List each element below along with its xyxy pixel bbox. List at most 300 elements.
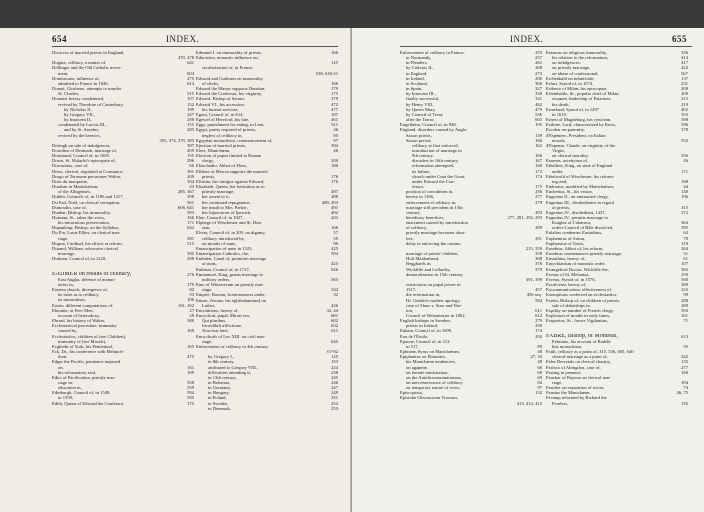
index-entry-text: her assent to it, <box>202 194 230 200</box>
index-entry-pages: 74 <box>683 385 688 391</box>
index-entry-text: East Anglia, defence of monas- <box>58 276 116 282</box>
index-entry-pages: 171 <box>187 220 194 226</box>
index-entry-pages: 354 <box>187 178 194 184</box>
index-entry-pages: 283 <box>187 127 194 133</box>
index-entry-pages: 567 <box>681 70 688 76</box>
index-entry-pages: 604 <box>187 70 194 76</box>
index-entry-pages: 162 <box>535 142 542 148</box>
index-entry-text: celibacy at first enforced, <box>412 142 459 148</box>
index-entry-text: priests, <box>202 173 216 179</box>
index-entry-text: ing zeal, <box>552 178 568 184</box>
index-entry-text: Ephraem Syrus on Manichæism, <box>400 349 460 355</box>
index-entry-pages: 489, 493 <box>321 199 338 205</box>
index-entry-text: Excommunication, effectiveness of, <box>546 287 612 293</box>
index-entry-pages: 593 <box>681 307 688 313</box>
index-entry-text: Elfritha, her intrigue against Edward, <box>196 178 265 184</box>
index-entry-pages: 594 <box>331 251 338 257</box>
index-entry-text: Dublin, Councils of, in 1186 and 1217, <box>52 194 124 200</box>
index-entry-pages: 355, 374, 379, 383 <box>159 137 194 143</box>
index-entry-text: his relation to the reformation, <box>552 55 609 61</box>
index-entry-pages: 28 <box>189 312 194 318</box>
index-entry-pages: 36 <box>333 127 338 133</box>
index-entry-pages: 315 <box>681 204 688 210</box>
index-entry-text: priests in Ireland, <box>406 323 439 329</box>
index-entry-pages: 179 <box>331 86 338 92</box>
index-entry-text: position of concubines in, <box>406 189 454 195</box>
right-page-number: 655 <box>672 34 687 44</box>
index-entry-pages: 253 <box>331 405 338 411</box>
index-entry-text: Fecamp reformed by Richard the <box>546 395 607 401</box>
index-entry-text: Emancipation of nuns in 1523, <box>196 245 253 251</box>
index-entry-text: Knights of Calatrava, <box>552 220 592 226</box>
index-entry-pages: 395 <box>681 225 688 231</box>
index-entry-pages: 89 <box>537 343 542 349</box>
index-entry-pages: 251 <box>331 395 338 401</box>
index-entry-pages: 288 <box>681 297 688 303</box>
index-entry-pages: 552 <box>681 137 688 143</box>
index-entry-text: Donati, Girolamo, attempts to murder <box>52 86 122 92</box>
index-entry-pages: 611 <box>331 328 338 334</box>
index-entry-text: on, <box>58 364 64 370</box>
index-entry-text: heresy in 1166, <box>406 194 435 200</box>
index-entry-text: Encyclical, papal, Mirari vos, <box>196 312 251 318</box>
index-entry-pages: 252 <box>331 400 338 406</box>
index-entry-text: Eleuchadio, Abbot of Fleur, <box>196 163 247 169</box>
index-entry-text: clerical marriage as a point of, <box>552 354 608 360</box>
index-entry-pages: 273 <box>535 70 542 76</box>
index-entry-pages: 43 <box>189 184 194 190</box>
index-entry-pages: 394 <box>331 142 338 148</box>
index-entry-text: in Spain, <box>406 86 423 92</box>
index-entry-pages: 422 <box>681 65 688 71</box>
index-entry-text: in 13th century, <box>208 374 237 380</box>
index-entry-pages: 612 <box>535 312 542 318</box>
index-entry-pages: 233 <box>681 287 688 293</box>
index-entry-text: delay in enforcing the canons, <box>406 240 462 246</box>
index-entry-text: Dorothea of Denmark, marriage of, <box>52 147 118 153</box>
index-entry-pages: 398 <box>681 117 688 123</box>
index-entry-text: Edgar the Pacific, penitence imposed <box>52 359 121 365</box>
index-entry-pages: 176 <box>331 173 338 179</box>
index-entry-text: Ebionite, or Peer Men, <box>52 307 94 313</box>
index-entry-pages: 472 <box>331 101 338 107</box>
index-entry-pages: 209 <box>187 173 194 179</box>
index-entry-text: marriage still prevalent in 13th <box>406 204 463 210</box>
index-entry-pages: 275 <box>187 75 194 81</box>
index-entry-text: Election of popes limited to Roman <box>196 153 262 159</box>
index-entry-pages: 277, 281, 292, 293 <box>507 215 542 220</box>
index-entry-pages: 596 <box>681 122 688 128</box>
index-entry-text: Duprat, Cardinal, his efforts at reform, <box>52 240 123 246</box>
index-entry-pages: 161 <box>187 364 194 370</box>
index-entry-text: morals, <box>552 137 566 143</box>
index-entry-text: hist monachism, <box>552 343 583 349</box>
index-entry-pages: 492 <box>331 209 338 215</box>
index-entry-pages: 511 <box>331 122 338 128</box>
index-entry-pages: 165 <box>187 343 194 349</box>
index-entry-pages: 584 <box>535 297 542 303</box>
index-entry-text: his death, <box>552 101 570 107</box>
index-entry-text: Elfhere of Mercia supports the married <box>196 168 268 174</box>
index-entry-pages: 641 <box>187 60 194 66</box>
index-entry-text: stan, <box>202 225 211 231</box>
index-entry-pages: 161, 162 <box>177 302 194 308</box>
index-entry-pages: 166 <box>187 215 194 220</box>
index-entry-text: Dracontius, case of, <box>52 163 89 169</box>
index-entry-pages: 135 <box>681 359 688 365</box>
index-entry-pages: 107 <box>681 261 688 267</box>
index-entry-text: her continued repugnance, <box>202 199 251 205</box>
index-entry-pages: 279 <box>535 199 542 205</box>
index-entry-text: Döllinger and the Old Catholic move- <box>52 65 122 71</box>
index-entry-text: its monachism, <box>58 297 86 303</box>
index-entry-text: orders Council of Bâle dissolved, <box>552 225 614 231</box>
index-entry-text: Exemptions conferred on ecclesiastics, <box>546 292 618 298</box>
index-entry-text: neglect of celibacy in, <box>202 132 243 138</box>
index-entry-pages: 308 <box>535 256 542 262</box>
index-entry-pages: 291 <box>535 235 542 241</box>
index-entry-pages: 59 <box>333 235 338 241</box>
index-entry-text: Dunstan, St., takes the vows, <box>52 215 106 220</box>
index-entry-pages: 107 <box>331 111 338 117</box>
index-entry-text: Enham, Council of, in 1009, <box>400 328 453 334</box>
index-entry-pages: 160 <box>187 328 194 334</box>
index-entry-pages: 601 <box>331 312 338 318</box>
index-entry-text: by Queen Mary, <box>406 106 436 112</box>
index-entry-text: Dunbar, Bishop, his immorality, <box>52 209 111 215</box>
index-entry-text: Luther, <box>202 302 216 308</box>
index-entry-text: in Scotland, <box>406 80 428 86</box>
index-entry-pages: 413, 414, 415 <box>516 400 542 406</box>
index-entry-text: by Innocent III., <box>406 91 436 97</box>
index-entry-text: 9th century, <box>412 153 434 159</box>
index-entry-text: her Injunctions of Ipswich, <box>202 209 252 215</box>
index-entry-text: on clerical morality, <box>552 153 589 159</box>
index-entry-text: Enforcement of celibacy in 4th century, <box>196 343 269 349</box>
index-entry-text: Dualism in Manichæism, <box>52 184 99 190</box>
index-entry-text: Edinburgh, Council of, in 1549, <box>52 390 111 396</box>
index-entry-text: lete, <box>406 235 414 241</box>
index-entry-pages: 153 <box>331 359 338 365</box>
index-entry-text: Euphrasius of Tours, <box>546 240 584 246</box>
index-entry-text: in 517, <box>406 343 419 349</box>
index-entry-text: Dumoulin, case of, <box>52 204 87 210</box>
index-entry-pages: 558 <box>187 379 194 385</box>
index-entry-text: caused by, <box>58 328 78 334</box>
index-entry-pages: 168 <box>535 163 542 169</box>
index-entry-pages: 119 <box>681 240 688 246</box>
index-entry-text: Eriberto of Milan, his episcopate, <box>546 86 608 92</box>
index-entry-pages: 71 <box>683 318 688 324</box>
index-entry-text: the reformation in, <box>406 292 441 298</box>
index-entry-pages: 107 <box>187 96 194 102</box>
index-entry <box>546 401 688 406</box>
index-entry-text: hereditary benefices, <box>406 215 445 220</box>
index-entry-text: Eusebius, Abbot of, his reform, <box>546 245 604 251</box>
index-entry-text: of nuns, <box>202 261 217 267</box>
index-entry-pages: 425 <box>331 245 338 251</box>
index-entry-pages: 155 <box>187 153 194 159</box>
index-entry-pages: 26 <box>683 158 688 164</box>
index-entry-text: Edward and Guthrum on immorality <box>196 75 264 81</box>
index-entry-text: Drogo of Terouane persecutes Walter, <box>52 173 122 179</box>
index-entry-pages: 44 <box>683 184 688 190</box>
index-entry-text: d'Espense, Claude, on virginity of the <box>546 142 616 148</box>
index-entry-text: of celibacy, <box>406 225 428 231</box>
index-entry-pages: 426 <box>331 302 338 308</box>
index-entry-text: Episcopissa, <box>400 390 423 396</box>
index-entry-pages: 285, 367 <box>177 189 194 195</box>
index-entry-text: Embrun, Council of, in 1727, <box>196 266 250 272</box>
index-entry-pages: 166 <box>331 225 338 231</box>
index-entry-text: celibacy introduced by, <box>202 235 245 241</box>
index-entry-pages: 68 <box>537 369 542 375</box>
index-entry-pages: 152 <box>187 101 194 107</box>
index-entry-pages: 166 <box>535 137 542 143</box>
index-entry-text: secularization of, in France, <box>202 65 254 71</box>
index-entry-text: Excalcensi, heresy of, <box>546 282 587 288</box>
right-index-column-1 <box>400 50 542 406</box>
index-entry-text: Engelheim, Council of, in 948, <box>400 122 457 128</box>
index-entry-pages: 603 <box>535 117 542 123</box>
index-entry-text: Edith, Queen of Edward the Confessor, <box>52 400 125 406</box>
index-entry-pages: 46, 75 <box>676 390 688 396</box>
index-entry-text: Eusebius countenances priestly marriage, <box>546 251 623 257</box>
index-entry-pages: 491 <box>331 204 338 210</box>
index-entry-text: Durand, William, advocates clerical <box>52 245 118 251</box>
index-entry-text: disorders in 10th century, <box>412 158 459 164</box>
index-entry-pages: 556 <box>681 153 688 159</box>
index-entry-pages: 645 <box>331 338 338 344</box>
index-entry-text: Elne, Council of, in 1027, <box>196 215 244 220</box>
index-entry-text: Ejection of married priests, <box>196 142 247 148</box>
index-entry-pages: 132 <box>535 390 542 396</box>
index-entry-text: marriage, <box>58 251 76 257</box>
index-entry-pages: 555 <box>681 111 688 117</box>
index-entry-pages: 97 <box>537 385 542 391</box>
index-entry-pages: 69 <box>537 374 542 380</box>
index-entry-text: Emancipation Catholics, the, <box>196 251 250 257</box>
index-entry-pages: 379 <box>331 96 338 102</box>
index-entry-pages: 66 <box>537 364 542 370</box>
index-entry-text: English bishops in Sweden, <box>400 318 451 324</box>
index-entry-text: Divorces of married priests in England, <box>52 50 125 55</box>
index-entry-text: Enforcement of celibacy in France, <box>400 50 465 55</box>
index-entry-pages: 632 <box>331 323 338 329</box>
index-entry-text: of clerks, <box>202 80 220 86</box>
index-entry-text: Explosion of monks in early times, <box>546 312 611 318</box>
index-entry-text: on female ministration, <box>406 369 449 375</box>
left-header-rule <box>52 46 338 47</box>
index-entry-text: Fabriano, his account of Buddh- <box>552 338 612 344</box>
index-entry-text: England, disorders caused by Anglo- <box>400 127 468 133</box>
index-entry-pages: 249 <box>331 390 338 396</box>
index-entry-text: by Innocent II., <box>64 117 93 123</box>
index-entry-text: Ecclesiastics, children of (see Children), <box>52 333 127 339</box>
index-entry-pages: 175 <box>187 400 194 406</box>
index-entry-pages: 82 <box>189 287 194 293</box>
index-entry-pages: 560 <box>681 276 688 282</box>
index-entry-pages: 461 <box>331 117 338 123</box>
index-entry-text: Faustus the Manichæan, <box>546 390 591 396</box>
index-entry-text: on morals of nuns, <box>202 240 237 246</box>
index-entry-text: Emser, Jerome, his ep[ithalamium] on <box>196 297 266 303</box>
index-entry-text: Fasting in penance, <box>546 369 582 375</box>
index-entry-pages: 459 <box>187 147 194 153</box>
index-entry-text: Faith, celibacy as a point of, 315, 536, 605, 640 <box>546 349 634 355</box>
index-entry-pages: 99 <box>333 240 338 246</box>
index-entry-pages: 298 <box>187 194 194 200</box>
index-entry-text: priestly marriage becomes obso- <box>406 230 466 236</box>
index-entry-text: his Manichæan tendencies, <box>406 359 456 365</box>
index-entry-pages: 174 <box>535 173 542 179</box>
index-entry-text: Eastern church, divergence of, <box>52 287 108 293</box>
index-entry-pages: 27 <box>189 307 194 313</box>
index-entry-pages: 106 <box>187 297 194 303</box>
index-entry-pages: 536 <box>535 111 542 117</box>
index-entry-pages: 594 <box>187 390 194 396</box>
index-entry-text: Du Pin, Louis Ellies, on clerical mar- <box>52 230 121 236</box>
index-entry-text: his reformatory zeal, <box>58 369 97 375</box>
index-entry-text: thon, <box>58 354 68 360</box>
index-entry-text: Edmund I. on immorality of priests, <box>196 50 262 55</box>
index-entry-pages: 268 <box>535 65 542 71</box>
index-entry-text: by Nicholas II., <box>64 106 93 112</box>
index-entry-pages: 477 <box>331 106 338 112</box>
index-entry-text: of priests, <box>552 204 571 210</box>
index-entry-text: Erasmus on religious immorality, <box>546 50 608 55</box>
index-entry-pages: 168 <box>681 178 688 184</box>
index-entry-text: Evreux, Synod of, in 1576, <box>546 276 596 282</box>
index-entry-text: Incredibili afflictione, <box>202 323 243 329</box>
index-entry-text: Escobar on paternity, <box>546 127 585 133</box>
index-entry-text: Erskine, Lord, characterized by Knox, <box>546 122 617 128</box>
index-entry-pages: 51 <box>683 251 688 257</box>
index-entry-text: Essenes, asceticism of, <box>546 158 589 164</box>
index-entry-pages: 95 <box>683 343 688 349</box>
index-entry <box>52 401 194 406</box>
index-entry-text: on non-observance of celibacy, <box>406 380 464 385</box>
index-entry-text: Faucher on separation of wives, <box>546 385 605 391</box>
index-entry-text: Eugenius II., on unmarried clergy, <box>546 194 609 200</box>
index-entry-pages: 93 <box>189 292 194 298</box>
index-entry-text: revived by Theodore of Canterbury, <box>58 101 124 107</box>
index-entry-text: Dominicans, influence of, <box>52 75 100 81</box>
index-entry-text: on indulgences, <box>552 60 581 66</box>
index-entry-text: Beggbards in, <box>406 261 432 267</box>
index-entry-text: restrictions on papal power in <box>406 282 461 288</box>
right-page <box>352 28 704 512</box>
index-entry-pages: 57 <box>333 230 338 236</box>
index-entry-text: fessor, <box>412 184 424 190</box>
index-entry-text: Holt Maidenhead, <box>406 256 440 262</box>
index-entry-pages: 289 <box>535 225 542 231</box>
index-entry-text: Eck, Dr., his conference with Melanch- <box>52 349 125 355</box>
index-entry-text: in Bohemia, <box>208 380 231 385</box>
index-entry-pages: 139 <box>535 132 542 138</box>
index-entry-text: Virgin, <box>552 147 565 153</box>
index-entry-pages: 376 <box>535 261 542 267</box>
index-entry-pages: 179 <box>187 282 194 287</box>
index-entry-pages: 224 <box>331 364 338 370</box>
index-entry-text: Durham, Council of, in 1220, <box>52 256 107 262</box>
index-entry-pages: 219 <box>681 101 688 107</box>
index-entry-text: his funeral services, <box>202 106 239 112</box>
index-entry-text: introduction of marriage in <box>412 147 462 153</box>
index-entry-text: EADMER on results of celibacy, <box>52 271 132 277</box>
index-entry-pages: 48 <box>537 349 542 355</box>
index-entry-pages: 215, 359 <box>525 245 542 251</box>
index-entry-text: False Decretals on clerical chastity, <box>546 359 611 365</box>
index-entry-text: account of heterodoxy, <box>58 312 100 318</box>
index-entry-text: Evesus of St. Melanius, <box>546 271 590 277</box>
index-entry-text: on agapetæ, <box>406 364 428 370</box>
index-entry-text: teries in, <box>58 282 74 287</box>
index-entry-pages: 125 <box>331 354 338 360</box>
index-entry-text: riage, <box>58 235 69 241</box>
index-entry-text: its failure, <box>412 168 431 174</box>
index-entry-text: riage, <box>552 379 563 385</box>
index-entry-text: Wickliffe and Lollardry, <box>406 266 451 272</box>
index-entry-pages: 614 <box>187 80 194 86</box>
index-entry-pages: 66 <box>189 163 194 169</box>
index-entry-pages: 279 <box>535 318 542 324</box>
index-entry-pages: 125 <box>331 60 338 66</box>
index-entry-text: in Poland, <box>208 395 227 401</box>
index-entry-pages: 166 <box>331 50 338 55</box>
index-entry-pages: 330 <box>535 91 542 97</box>
index-entry-pages: 425 <box>331 261 338 267</box>
index-entry-text: Egyptian monachism, commencement of, <box>196 137 273 143</box>
index-entry-text: Noscisus latet, <box>202 328 229 334</box>
index-entry-text: revived by the heretics, <box>58 132 101 138</box>
index-entry-text: Exeter, Bishop of, on children of priests, <box>546 297 621 303</box>
index-entry-pages: 602 <box>331 318 338 324</box>
index-entry-text: Elphege of Winchester and St. Dun- <box>196 220 263 226</box>
index-entry-text: Qui pluribus, <box>202 318 227 324</box>
index-entry-text: in 8th century, <box>208 359 235 365</box>
index-entry-text: in Sweden, <box>208 400 229 406</box>
index-entry-pages: 379 <box>535 266 542 272</box>
index-entry-text: Ebrard, his history of Walter, <box>52 318 106 324</box>
index-entry-text: admitted to France in 1840, <box>58 80 109 86</box>
index-entry-text: clergy, <box>202 158 215 164</box>
index-entry-text: Saxon priests, <box>406 132 432 138</box>
index-entry-text: under, <box>552 168 564 174</box>
index-entry-text: assumes leadership of Patarines, <box>552 96 612 102</box>
index-entry-text: by Calixtus II., <box>406 65 434 71</box>
index-entry-text: Embden, Canal of, promotes marriage <box>196 256 267 262</box>
index-entry-pages: 238 <box>331 369 338 375</box>
index-entry-pages: 642 <box>187 225 194 231</box>
index-entry-text: finally successful, <box>406 96 440 102</box>
index-entry-text: Epaone, Council of, in 512 <box>400 338 450 344</box>
index-entry-pages: 256 <box>535 189 542 195</box>
index-entry-pages: 626 <box>331 266 338 272</box>
index-entry-pages: 290 <box>535 323 542 329</box>
index-entry-text: Edward the Confessor, his virginity, <box>196 91 263 97</box>
index-entry-text: on priestly marriage, <box>552 65 591 71</box>
index-entry-pages: 356 <box>681 50 688 55</box>
index-entry-text: Euphemius of Autun, <box>546 235 586 241</box>
index-entry-text: demoralization in 15th century, <box>406 271 464 277</box>
index-entry-pages: 380 <box>187 318 194 324</box>
index-entry-pages: 365 <box>331 276 338 282</box>
index-entry-text: Eustathius, heresy of, <box>546 256 586 262</box>
index-entry-pages: 487 <box>331 189 338 195</box>
index-entry-text: riage, <box>202 287 213 293</box>
index-entry-pages: 391 <box>187 168 194 174</box>
